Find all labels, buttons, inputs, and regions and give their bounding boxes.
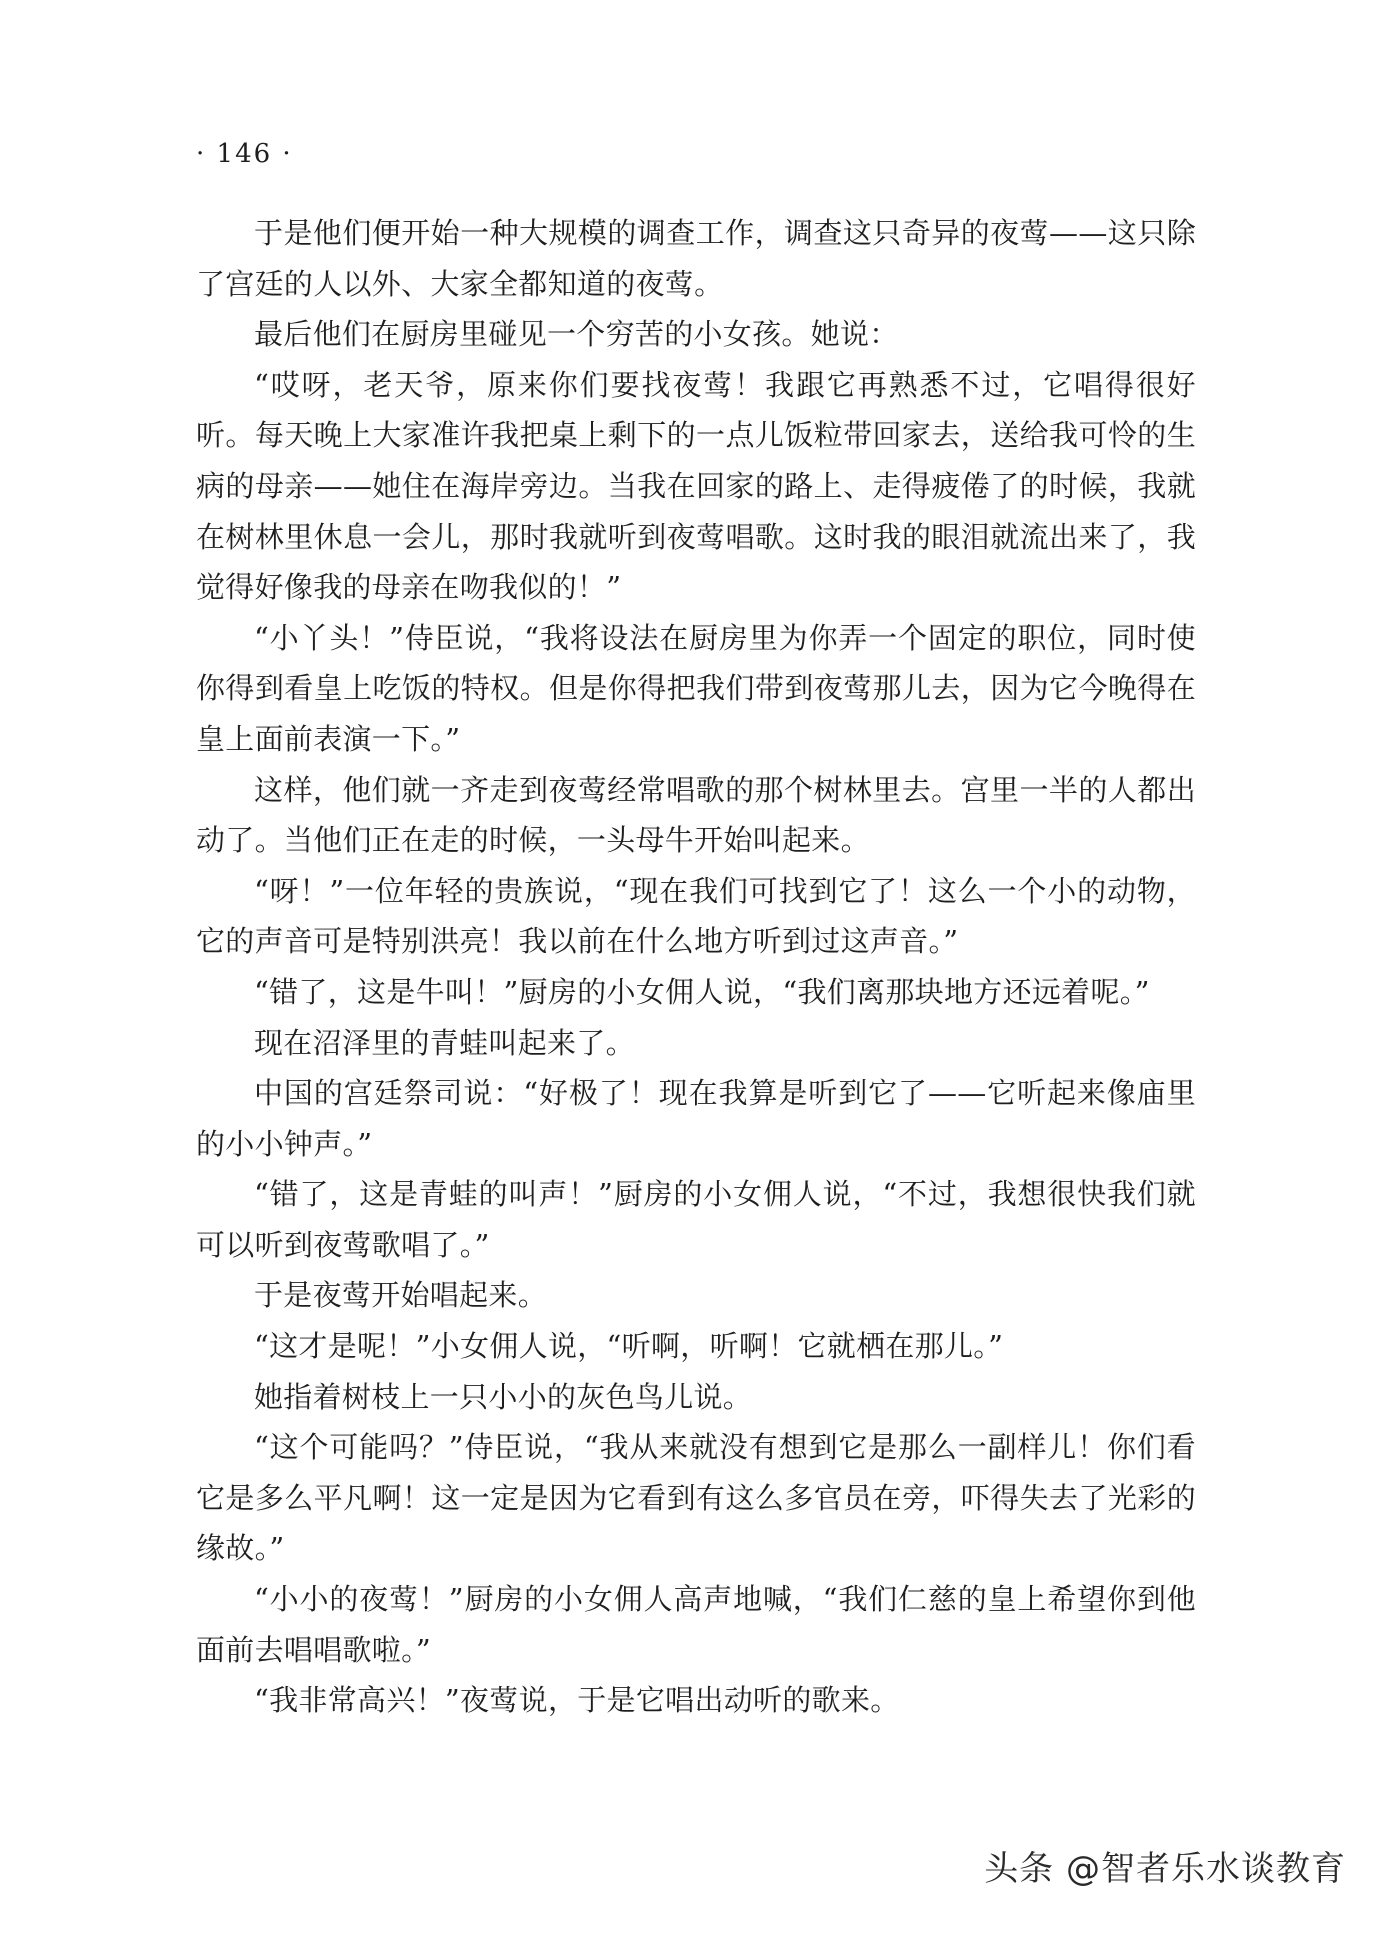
body-text — [196, 208, 1196, 1726]
paragraph: “这才是呢！”小女佣人说，“听啊，听啊！它就栖在那儿。” — [254, 1329, 1004, 1364]
paragraph: 她指着树枝上一只小小的灰色鸟儿说。 — [254, 1379, 753, 1414]
paragraph: “这个可能吗？”侍臣说，“我从来就没有想到它是那么一副样儿！你们看它是多么平凡啊！这一定是因为它看到有这么多官员在旁，吓得失去了光彩的缘故。” — [196, 1430, 1196, 1566]
paragraph: 于是夜莺开始唱起来。 — [254, 1278, 548, 1313]
paragraph: “呀！”一位年轻的贵族说，“现在我们可找到它了！这么一个小的动物，它的声音可是特别洪亮！我以前在什么地方听到过这声音。” — [196, 873, 1196, 959]
paragraph: 现在沼泽里的青蛙叫起来了。 — [254, 1025, 635, 1060]
paragraph: “错了，这是牛叫！”厨房的小女佣人说，“我们离那块地方还远着呢。” — [254, 974, 1150, 1009]
paragraph: “小小的夜莺！”厨房的小女佣人高声地喊，“我们仁慈的皇上希望你到他面前去唱唱歌啦。” — [196, 1582, 1196, 1667]
paragraph: “小丫头！”侍臣说，“我将设法在厨房里为你弄一个固定的职位，同时使你得到看皇上吃饭的特权。但是你得把我们带到夜莺那儿去，因为它今晚得在皇上面前表演一下。” — [196, 620, 1196, 756]
paragraph: “我非常高兴！”夜莺说，于是它唱出动听的歌来。 — [254, 1683, 900, 1718]
paragraph: 于是他们便开始一种大规模的调查工作，调查这只奇异的夜莺——这只除了宫廷的人以外、大家全都知道的夜莺。 — [196, 216, 1196, 301]
paragraph: 这样，他们就一齐走到夜莺经常唱歌的那个树林里去。宫里一半的人都出动了。当他们正在走的时候，一头母牛开始叫起来。 — [196, 772, 1196, 858]
watermark: 头条 @智者乐水谈教育 — [984, 1849, 1346, 1889]
page-number: · 146 · — [196, 139, 293, 169]
paragraph: “哎呀，老天爷，原来你们要找夜莺！我跟它再熟悉不过，它唱得很好听。每天晚上大家准许我把桌上剩下的一点儿饭粒带回家去，送给我可怜的生病的母亲——她住在海岸旁边。当我在回家的路上、走得疲倦了的时候，我就在树林里休息一会儿，那时我就听到夜莺唱歌。这时我的眼泪就流出来了，我觉得好像我的母亲在吻我似的！” — [196, 367, 1196, 605]
paragraph: 中国的宫廷祭司说：“好极了！现在我算是听到它了——它听起来像庙里的小小钟声。” — [196, 1076, 1196, 1161]
paragraph: “错了，这是青蛙的叫声！”厨房的小女佣人说，“不过，我想很快我们就可以听到夜莺歌唱了。” — [196, 1177, 1196, 1262]
paragraph: 最后他们在厨房里碰见一个穷苦的小女孩。她说： — [254, 317, 899, 352]
